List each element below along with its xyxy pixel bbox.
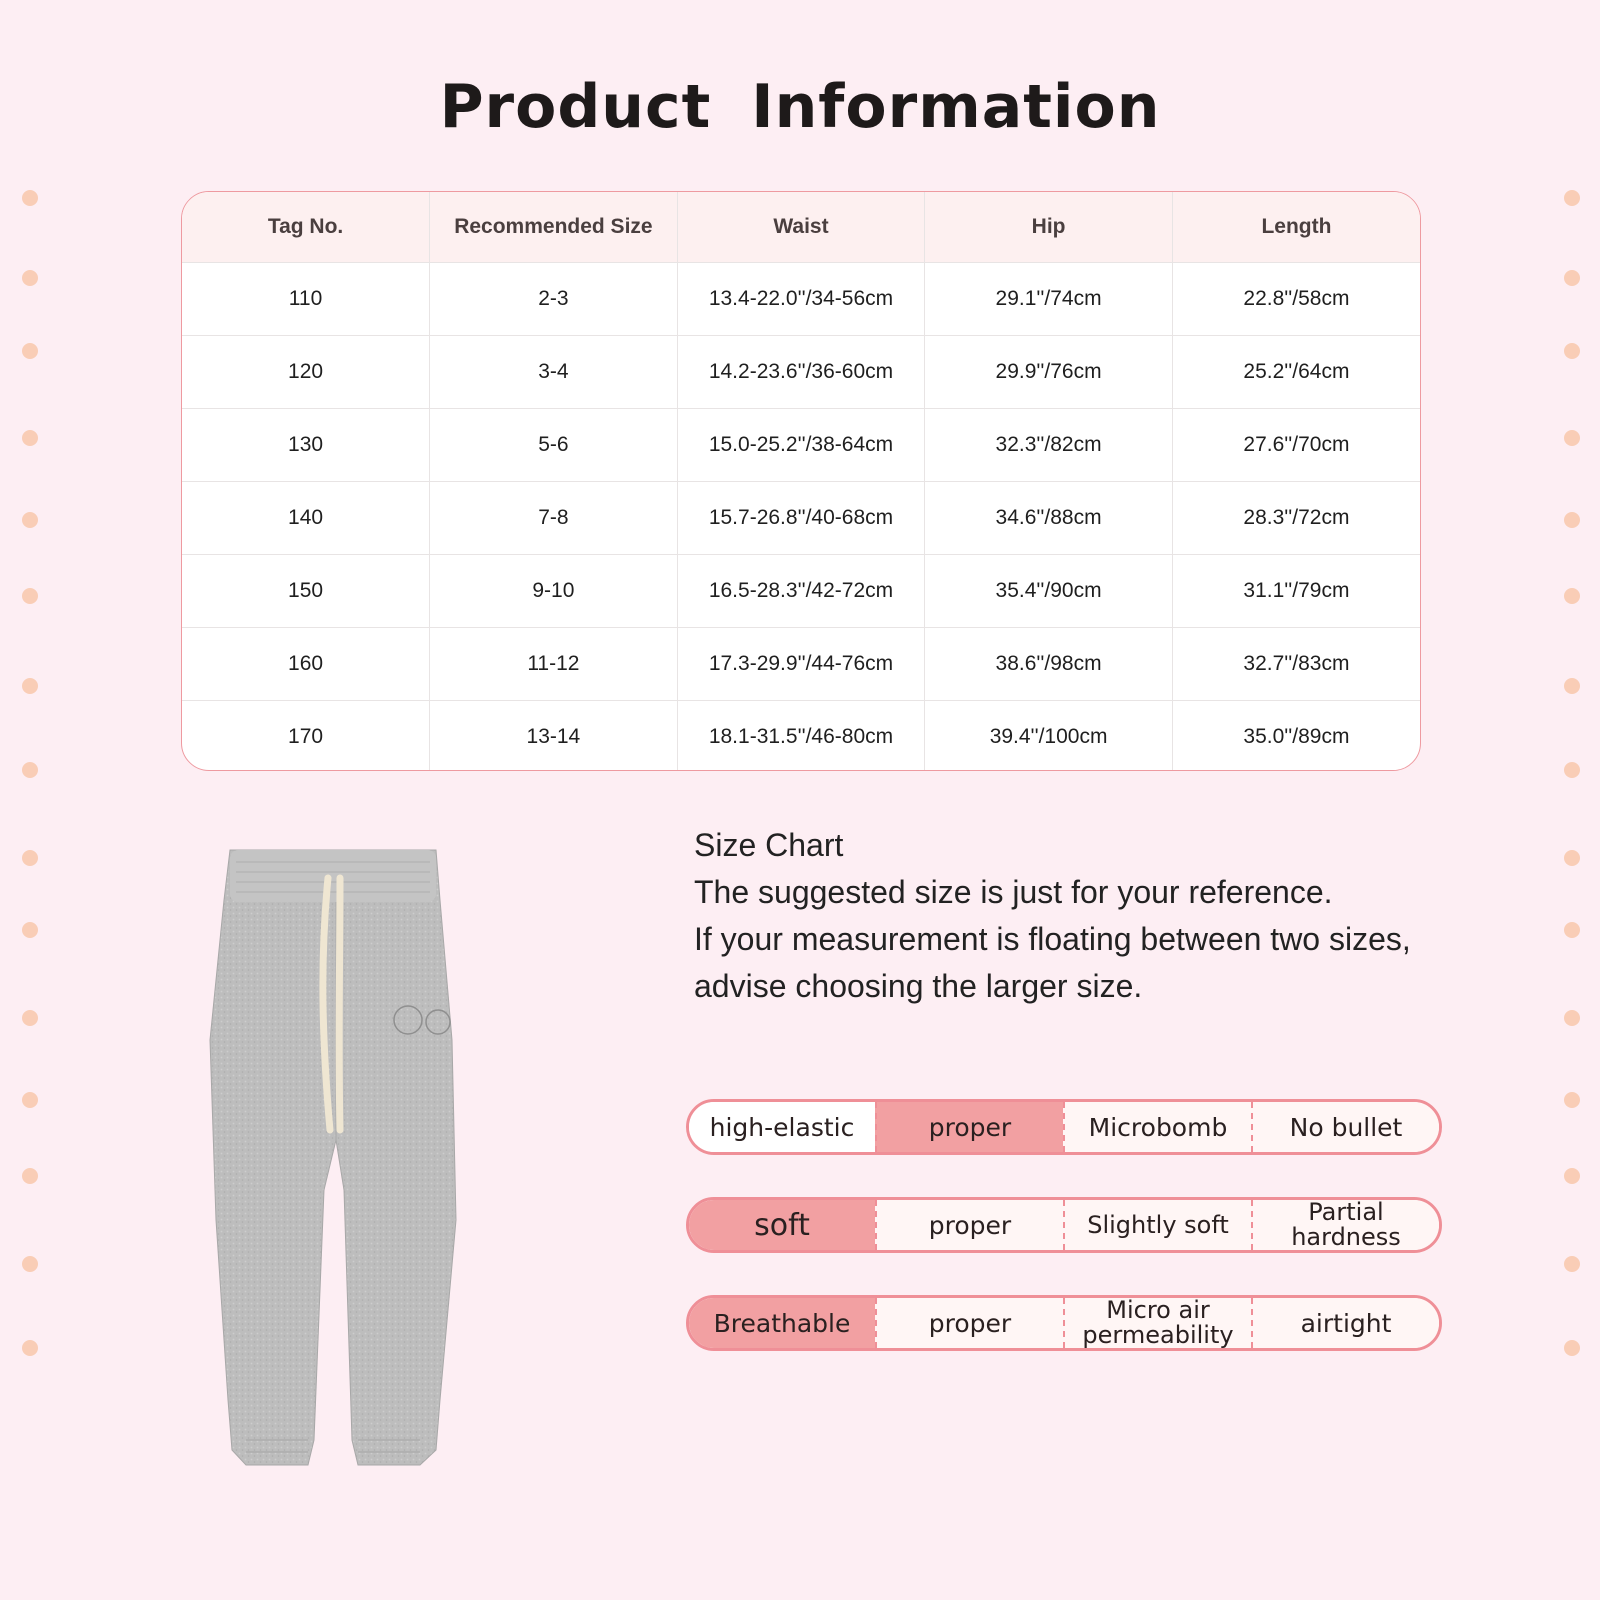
decorative-dot bbox=[22, 1340, 38, 1356]
cell-waist: 15.0-25.2''/38-64cm bbox=[677, 409, 925, 482]
cell-length: 22.8''/58cm bbox=[1172, 263, 1420, 336]
size-table bbox=[181, 191, 1421, 771]
description-line: If your measurement is floating between two sizes, bbox=[694, 921, 1411, 957]
cell-recommended-size: 9-10 bbox=[430, 555, 678, 628]
scale-option-proper-selected: proper bbox=[875, 1102, 1063, 1152]
cell-waist: 14.2-23.6''/36-60cm bbox=[677, 336, 925, 409]
decorative-dot bbox=[1564, 1168, 1580, 1184]
size-chart-description bbox=[694, 822, 1494, 1010]
scale-option-breathable-selected: Breathable bbox=[689, 1298, 875, 1348]
cell-tag-no: 110 bbox=[182, 263, 430, 336]
decorative-dot bbox=[22, 762, 38, 778]
cell-recommended-size: 5-6 bbox=[430, 409, 678, 482]
cell-waist: 15.7-26.8''/40-68cm bbox=[677, 482, 925, 555]
cell-tag-no: 160 bbox=[182, 628, 430, 701]
cell-tag-no: 120 bbox=[182, 336, 430, 409]
decorative-dot bbox=[22, 588, 38, 604]
header-tag-no: Tag No. bbox=[182, 192, 430, 263]
cell-waist: 18.1-31.5''/46-80cm bbox=[677, 701, 925, 772]
cell-hip: 32.3''/82cm bbox=[925, 409, 1173, 482]
scale-option-micro-air-permeability: Micro air permeability bbox=[1063, 1298, 1251, 1348]
scale-option-microbomb: Microbomb bbox=[1063, 1102, 1251, 1152]
decorative-dot bbox=[22, 343, 38, 359]
scale-option-soft-selected: soft bbox=[689, 1200, 875, 1250]
decorative-dot bbox=[22, 1092, 38, 1108]
title-word-2: Information bbox=[751, 72, 1161, 142]
decorative-dot bbox=[1564, 343, 1580, 359]
scale-option-no-bullet: No bullet bbox=[1251, 1102, 1439, 1152]
table-row bbox=[182, 409, 1420, 482]
decorative-dot bbox=[1564, 850, 1580, 866]
decorative-dot bbox=[22, 850, 38, 866]
table-row bbox=[182, 555, 1420, 628]
cell-waist: 16.5-28.3''/42-72cm bbox=[677, 555, 925, 628]
breathability-scale bbox=[686, 1295, 1442, 1351]
cell-recommended-size: 11-12 bbox=[430, 628, 678, 701]
table-row bbox=[182, 336, 1420, 409]
header-hip: Hip bbox=[925, 192, 1173, 263]
description-line: advise choosing the larger size. bbox=[694, 968, 1143, 1004]
scale-option-proper: proper bbox=[875, 1200, 1063, 1250]
decorative-dot bbox=[1564, 762, 1580, 778]
decorative-dot bbox=[22, 922, 38, 938]
pants-product-image bbox=[190, 840, 480, 1500]
title-word-1: Product bbox=[439, 72, 712, 142]
cell-length: 32.7''/83cm bbox=[1172, 628, 1420, 701]
decorative-dot bbox=[22, 190, 38, 206]
cell-length: 35.0''/89cm bbox=[1243, 725, 1350, 748]
decorative-dot bbox=[1564, 430, 1580, 446]
decorative-dot bbox=[1564, 922, 1580, 938]
table-row bbox=[182, 482, 1420, 555]
decorative-dot bbox=[22, 1168, 38, 1184]
cell-tag-no: 140 bbox=[182, 482, 430, 555]
decorative-dot bbox=[1564, 678, 1580, 694]
cell-hip: 35.4''/90cm bbox=[925, 555, 1173, 628]
decorative-dot bbox=[1564, 588, 1580, 604]
cell-hip: 39.4''/100cm bbox=[925, 701, 1173, 772]
decorative-dot bbox=[22, 678, 38, 694]
decorative-dot bbox=[22, 512, 38, 528]
decorative-dot bbox=[1564, 1092, 1580, 1108]
decorative-dot bbox=[1564, 190, 1580, 206]
cell-tag-no: 170 bbox=[182, 701, 430, 772]
header-length: Length bbox=[1172, 192, 1420, 263]
cell-waist: 13.4-22.0''/34-56cm bbox=[677, 263, 925, 336]
decorative-dots-left bbox=[0, 0, 40, 1600]
table-row bbox=[182, 628, 1420, 701]
cell-recommended-size: 2-3 bbox=[430, 263, 678, 336]
decorative-dot bbox=[22, 430, 38, 446]
cell-recommended-size: 7-8 bbox=[430, 482, 678, 555]
elasticity-scale bbox=[686, 1099, 1442, 1155]
cell-recommended-size: 3-4 bbox=[430, 336, 678, 409]
cell-hip: 38.6''/98cm bbox=[925, 628, 1173, 701]
page-title bbox=[0, 72, 1600, 142]
cell-tag-no: 130 bbox=[182, 409, 430, 482]
cell-hip: 29.9''/76cm bbox=[925, 336, 1173, 409]
softness-scale bbox=[686, 1197, 1442, 1253]
decorative-dot bbox=[1564, 1340, 1580, 1356]
scale-option-proper: proper bbox=[875, 1298, 1063, 1348]
decorative-dot bbox=[22, 1256, 38, 1272]
cell-length: 25.2''/64cm bbox=[1172, 336, 1420, 409]
decorative-dots-right bbox=[1560, 0, 1600, 1600]
cell-waist: 17.3-29.9''/44-76cm bbox=[677, 628, 925, 701]
table-row bbox=[182, 701, 1420, 772]
table-header-row bbox=[182, 192, 1420, 263]
description-line: The suggested size is just for your reference. bbox=[694, 874, 1333, 910]
scale-option-airtight: airtight bbox=[1251, 1298, 1439, 1348]
cell-hip: 34.6''/88cm bbox=[925, 482, 1173, 555]
header-recommended-size: Recommended Size bbox=[430, 192, 678, 263]
cell-length: 27.6''/70cm bbox=[1172, 409, 1420, 482]
scale-option-slightly-soft: Slightly soft bbox=[1063, 1200, 1251, 1250]
cell-hip: 29.1''/74cm bbox=[925, 263, 1173, 336]
cell-length: 28.3''/72cm bbox=[1172, 482, 1420, 555]
table-row bbox=[182, 263, 1420, 336]
decorative-dot bbox=[1564, 512, 1580, 528]
scale-option-high-elastic: high-elastic bbox=[689, 1102, 875, 1152]
cell-length: 31.1''/79cm bbox=[1172, 555, 1420, 628]
header-waist: Waist bbox=[677, 192, 925, 263]
decorative-dot bbox=[1564, 270, 1580, 286]
scale-option-partial-hardness: Partial hardness bbox=[1251, 1200, 1439, 1250]
cell-tag-no: 150 bbox=[182, 555, 430, 628]
description-heading: Size Chart bbox=[694, 827, 844, 863]
decorative-dot bbox=[22, 270, 38, 286]
decorative-dot bbox=[1564, 1256, 1580, 1272]
decorative-dot bbox=[1564, 1010, 1580, 1026]
decorative-dot bbox=[22, 1010, 38, 1026]
cell-recommended-size: 13-14 bbox=[430, 701, 678, 772]
